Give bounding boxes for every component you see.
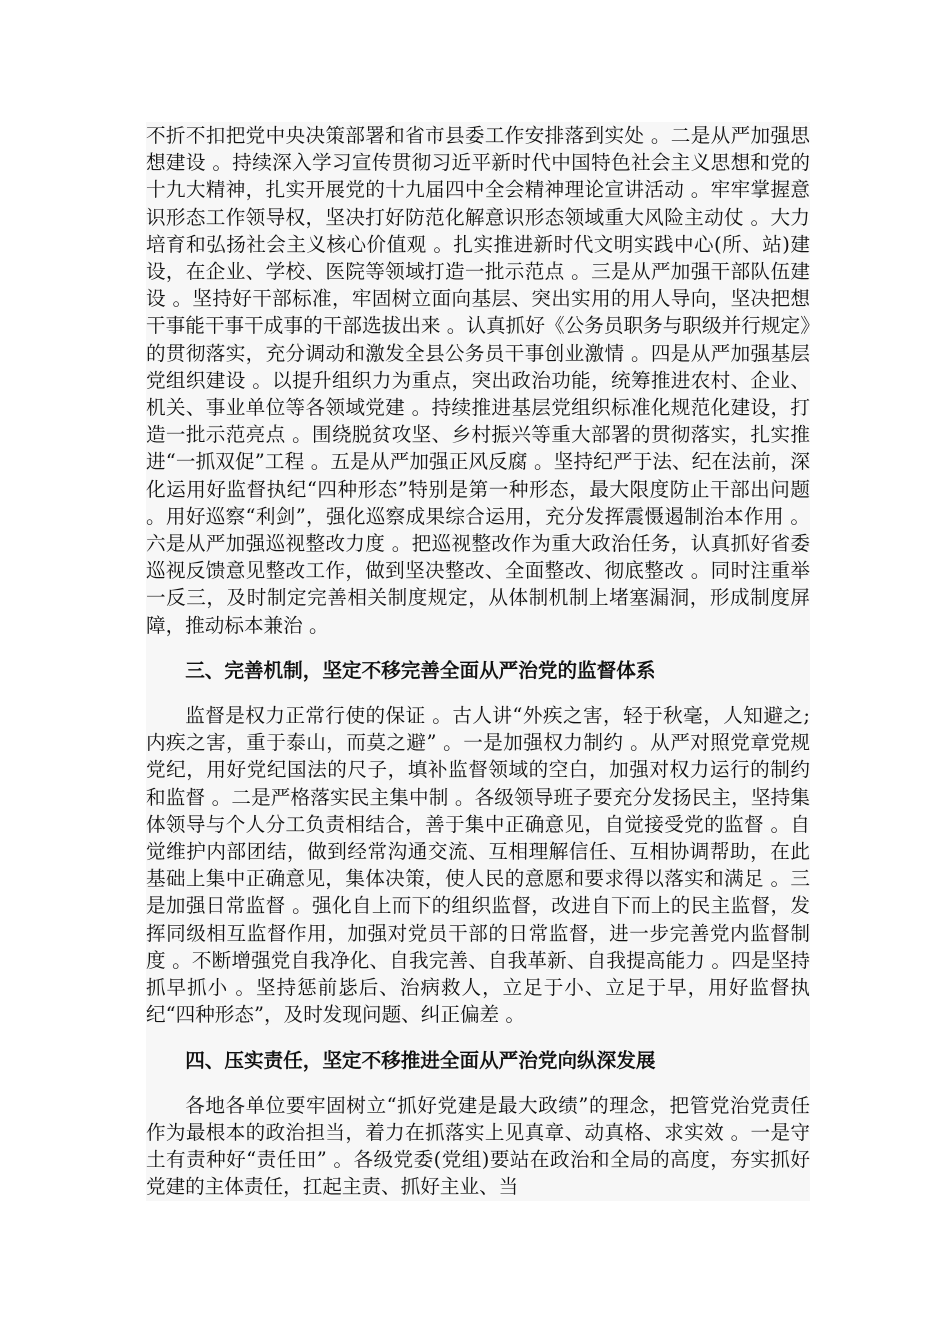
document-body [146, 122, 810, 1201]
section-heading-3: 三、完善机制，坚定不移完善全面从严治党的监督体系 [185, 658, 656, 682]
section-3-paragraph: 监督是权力正常行使的保证 。古人讲“外疾之害，轻于秋毫，人知避之;内疾之害，重于泰山，而莫之避” 。一是加强权力制约 。从严对照党章党规党纪，用好党纪国法的尺子，填补监督领域的空白，加强对权力运行的制约和监督 。二是严格落实民主集中制 。各级领导班子要充分发扬民主，坚持集体领导与个人分工负责相结合，善于集中正确意见，自觉接受党的监督 。自觉维护内部团结，做到经常沟通交流、互相理解信任、互相协调帮助，在此基础上集中正确意见，集体决策，使人民的意愿和要求得以落实和满足 。三是加强日常监督 。强化自上而下的组织监督，改进自下而上的民主监督，发挥同级相互监督作用，加强对党员干部的日常监督，进一步完善党内监督制度 。不断增强党自我净化、自我完善、自我革新、自我提高能力 。四是坚持抓早抓小 。坚持惩前毖后、治病救人，立足于小、立足于早，用好监督执纪“四种形态”，及时发现问题、纠正偏差 。 [146, 704, 810, 1027]
section-heading-4: 四、压实责任，坚定不移推进全面从严治党向纵深发展 [185, 1048, 656, 1072]
body-paragraph-continuation: 不折不扣把党中央决策部署和省市县委工作安排落到实处 。二是从严加强思想建设 。持续深入学习宣传贯彻习近平新时代中国特色社会主义思想和党的十九大精神，扎实开展党的十九届四中全会精神理论宣讲活动 。牢牢掌握意识形态工作领导权，坚决打好防范化解意识形态领域重大风险主动仗 。大力培育和弘扬社会主义核心价值观 。扎实推进新时代文明实践中心(所、站)建设，在企业、学校、医院等领域打造一批示范点 。三是从严加强干部队伍建设 。坚持好干部标准，牢固树立面向基层、突出实用的用人导向，坚决把想干事能干事干成事的干部选拔出来 。认真抓好《公务员职务与职级并行规定》的贯彻落实，充分调动和激发全县公务员干事创业激情 。四是从严加强基层党组织建设 。以提升组织力为重点，突出政治功能，统筹推进农村、企业、机关、事业单位等各领域党建 。持续推进基层党组织标准化规范化建设，打造一批示范亮点 。围绕脱贫攻坚、乡村振兴等重大部署的贯彻落实，扎实推进“一抓双促”工程 。五是从严加强正风反腐 。坚持纪严于法、纪在法前，深化运用好监督执纪“四种形态”特别是第一种形态，最大限度防止干部出问题 。用好巡察“利剑”，强化巡察成果综合运用，充分发挥震慑遏制治本作用 。六是从严加强巡视整改力度 。把巡视整改作为重大政治任务，认真抓好省委巡视反馈意见整改工作，做到坚决整改、全面整改、彻底整改 。同时注重举一反三，及时制定完善相关制度规定，从体制机制上堵塞漏洞，形成制度屏障，推动标本兼治 。 [146, 124, 810, 637]
section-4-paragraph: 各地各单位要牢固树立“抓好党建是最大政绩”的理念，把管党治党责任作为最根本的政治担当，着力在抓落实上见真章、动真格、求实效 。一是守土有责种好“责任田” 。各级党委(党组)要站在政治和全局的高度，夯实抓好党建的主体责任，扛起主责、抓好主业、当 [146, 1093, 810, 1199]
